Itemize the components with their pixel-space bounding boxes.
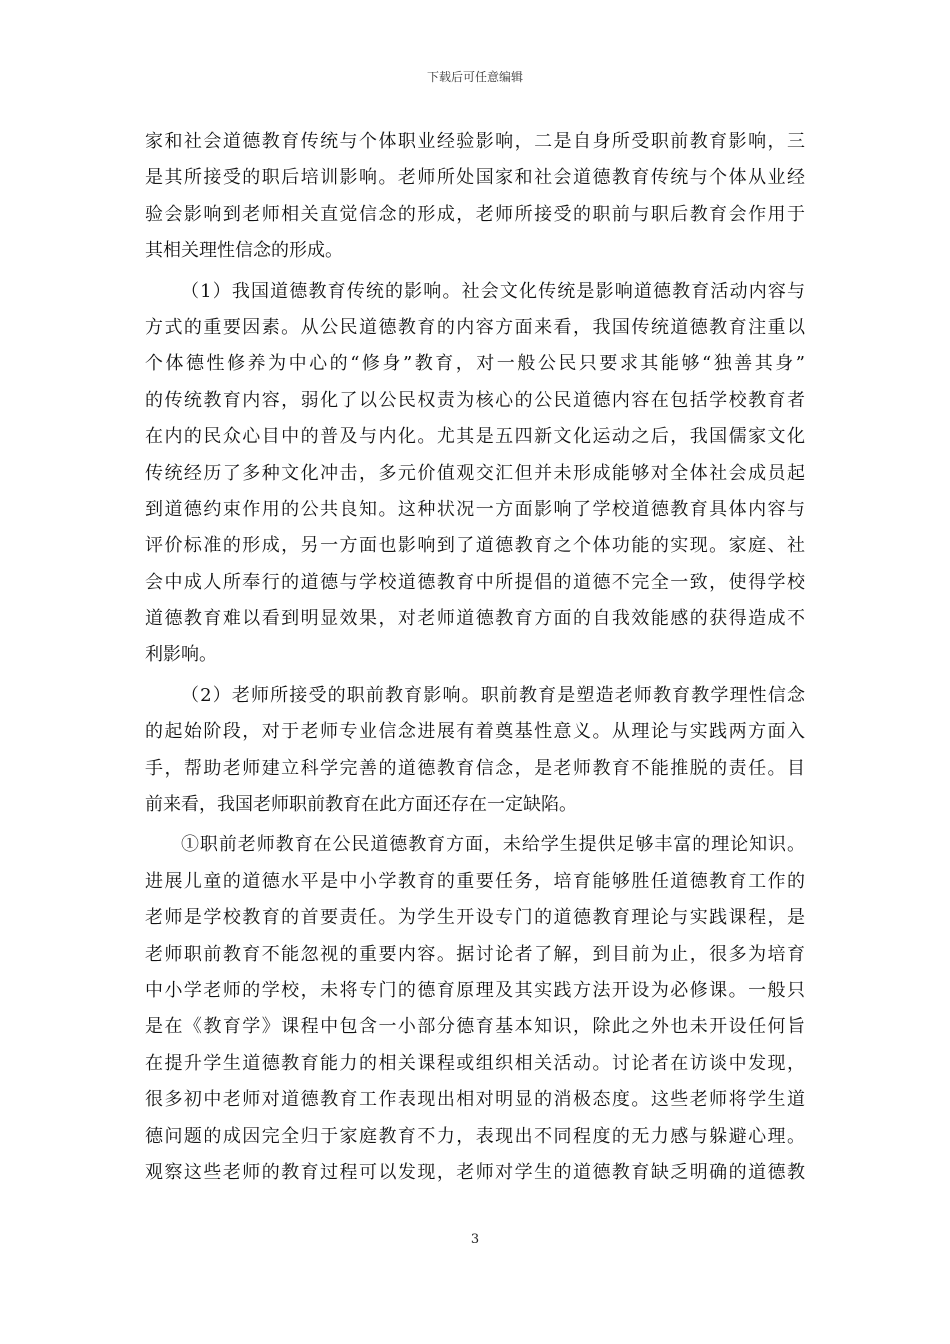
- text-line: 到道德约束作用的公共良知。这种状况一方面影响了学校道德教育具体内容与: [145, 498, 805, 520]
- text-line: 评价标准的形成，另一方面也影响到了道德教育之个体功能的实现。家庭、社: [145, 535, 805, 557]
- text-line: 会中成人所奉行的道德与学校道德教育中所提倡的道德不完全一致，使得学校: [145, 571, 805, 593]
- text-line: 其相关理性信念的形成。: [145, 240, 343, 262]
- paragraph-3: [145, 678, 805, 824]
- text-line: 前来看，我国老师职前教育在此方面还存在一定缺陷。: [145, 794, 577, 816]
- page-number: 3: [470, 1232, 480, 1247]
- text-line: 很多初中老师对道德教育工作表现出相对明显的消极态度。这些老师将学生道: [145, 1089, 805, 1111]
- text-line: ①职前老师教育在公民道德教育方面，未给学生提供足够丰富的理论知识。: [181, 834, 805, 856]
- text-line: 老师职前教育不能忽视的重要内容。据讨论者了解，到目前为止，很多为培育: [145, 943, 805, 965]
- text-line: 家和社会道德教育传统与个体职业经验影响，二是自身所受职前教育影响，三: [145, 131, 805, 152]
- text-line: 老师是学校教育的首要责任。为学生开设专门的道德教育理论与实践课程，是: [145, 907, 805, 929]
- text-line: 方式的重要因素。从公民道德教育的内容方面来看，我国传统道德教育注重以: [145, 316, 805, 338]
- text-line: 个体德性修养为中心的“修身”教育，对一般公民只要求其能够“独善其身”: [145, 353, 805, 375]
- paragraph-4: [145, 827, 805, 1191]
- text-line: 验会影响到老师相关直觉信念的形成，老师所接受的职前与职后教育会作用于: [145, 203, 805, 225]
- text-line: 是在《教育学》课程中包含一小部分德育基本知识，除此之外也未开设任何旨: [145, 1016, 805, 1038]
- paragraph-2: [145, 274, 805, 674]
- text-line: 是其所接受的职后培训影响。老师所处国家和社会道德教育传统与个体从业经: [145, 167, 805, 189]
- text-line: 在提升学生道德教育能力的相关课程或组织相关活动。讨论者在访谈中发现，: [145, 1052, 805, 1074]
- page-header: 下载后可任意编辑: [426, 70, 523, 84]
- text-line: 中小学老师的学校，未将专门的德育原理及其实践方法开设为必修课。一般只: [145, 979, 805, 1001]
- text-line: 在内的民众心目中的普及与内化。尤其是五四新文化运动之后，我国儒家文化: [145, 426, 805, 448]
- paragraph-1: [145, 124, 805, 270]
- document-body: [145, 124, 805, 1191]
- text-line: （2）老师所接受的职前教育影响。职前教育是塑造老师教育教学理性信念: [181, 684, 805, 706]
- text-line: 传统经历了多种文化冲击，多元价值观交汇但并未形成能够对全体社会成员起: [145, 462, 805, 484]
- text-line: 利影响。: [145, 644, 217, 666]
- text-line: 进展儿童的道德水平是中小学教育的重要任务，培育能够胜任道德教育工作的: [145, 870, 805, 892]
- text-line: 手，帮助老师建立科学完善的道德教育信念，是老师教育不能推脱的责任。目: [145, 757, 805, 779]
- text-line: 道德教育难以看到明显效果，对老师道德教育方面的自我效能感的获得造成不: [145, 608, 805, 630]
- text-line: 德问题的成因完全归于家庭教育不力，表现出不同程度的无力感与躲避心理。: [145, 1125, 805, 1147]
- text-line: 的起始阶段，对于老师专业信念进展有着奠基性意义。从理论与实践两方面入: [145, 721, 805, 743]
- text-line: （1）我国道德教育传统的影响。社会文化传统是影响道德教育活动内容与: [181, 280, 805, 302]
- text-line: 的传统教育内容，弱化了以公民权责为核心的公民道德内容在包括学校教育者: [145, 389, 805, 411]
- text-line: 观察这些老师的教育过程可以发现，老师对学生的道德教育缺乏明确的道德教: [145, 1161, 805, 1183]
